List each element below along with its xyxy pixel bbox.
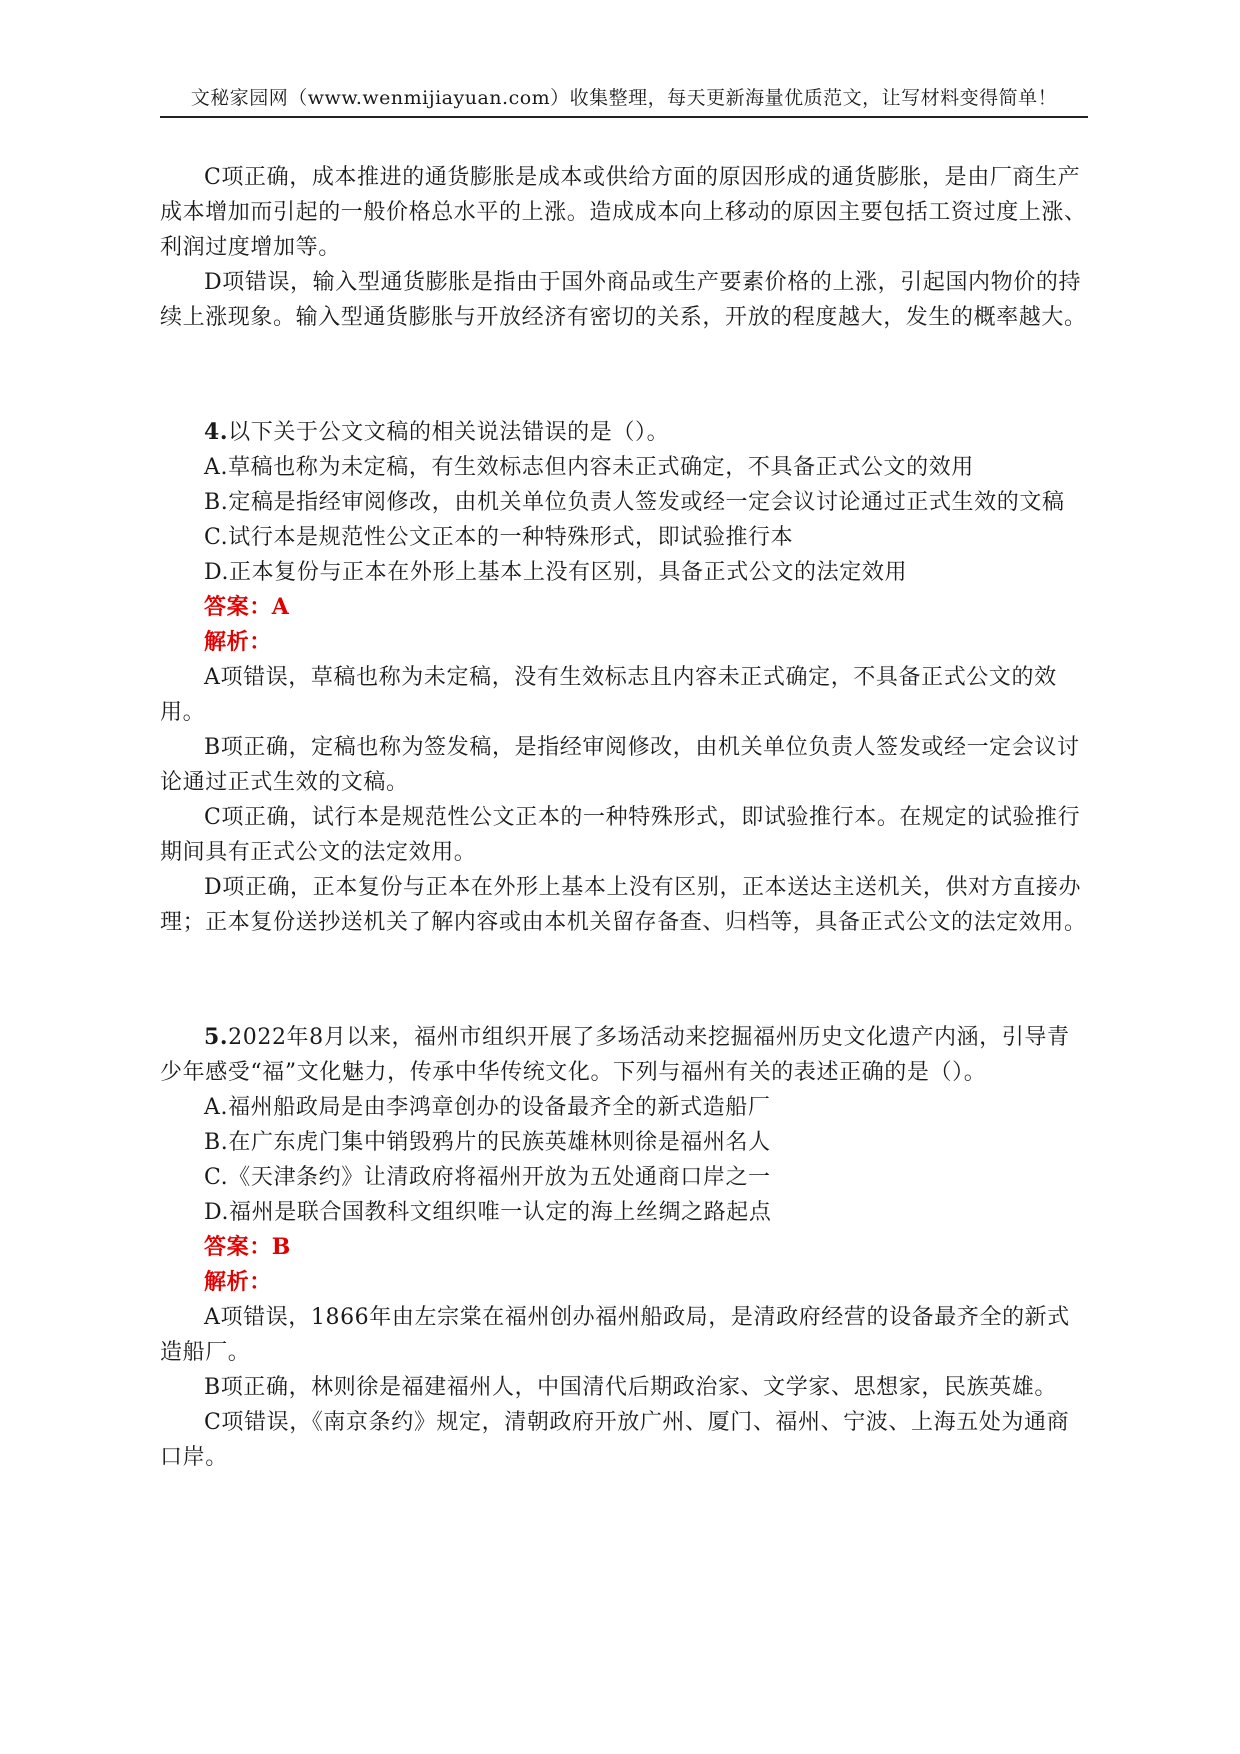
intro-d-paragraph: D项错误，输入型通货膨胀是指由于国外商品或生产要素价格的上涨，引起国内物价的持续上涨现象。输入型通货膨胀与开放经济有密切的关系，开放的程度越大，发生的概率越大。 — [160, 270, 1087, 330]
option-a: A.草稿也称为未定稿，有生效标志但内容未正式确定，不具备正式公文的效用 — [204, 455, 974, 480]
document-body — [160, 160, 1088, 1475]
option-b: B.在广东虎门集中销毁鸦片的民族英雄林则徐是福州名人 — [204, 1130, 771, 1155]
analysis-b: B项正确，林则徐是福建福州人，中国清代后期政治家、文学家、思想家，民族英雄。 — [204, 1375, 1057, 1400]
section-gap — [160, 940, 1088, 1020]
question-text: 以下关于公文文稿的相关说法错误的是（）。 — [228, 420, 670, 445]
analysis-label: 解析： — [204, 629, 272, 655]
question-number: 5. — [204, 1024, 229, 1050]
analysis-c: C项正确，试行本是规范性公文正本的一种特殊形式，即试验推行本。在规定的试验推行期间具有正式公文的法定效用。 — [160, 805, 1081, 865]
option-c: C.试行本是规范性公文正本的一种特殊形式，即试验推行本 — [204, 525, 794, 550]
option-b: B.定稿是指经审阅修改，由机关单位负责人签发或经一定会议讨论通过正式生效的文稿 — [204, 490, 1065, 515]
page-header — [160, 86, 1088, 118]
question-stem — [160, 1020, 1088, 1090]
header-text: 文秘家园网（www.wenmijiayuan.com）收集整理，每天更新海量优质范文，让写材料变得简单！ — [190, 87, 1058, 109]
question-5 — [160, 1020, 1088, 1475]
intro-c-paragraph: C项正确，成本推进的通货膨胀是成本或供给方面的原因形成的通货膨胀，是由厂商生产成本增加而引起的一般价格总水平的上涨。造成成本向上移动的原因主要包括工资过度上涨、利润过度增加等。 — [160, 165, 1087, 260]
option-a: A.福州船政局是由李鸿章创办的设备最齐全的新式造船厂 — [204, 1095, 771, 1120]
section-gap — [160, 335, 1088, 415]
analysis-a: A项错误，草稿也称为未定稿，没有生效标志且内容未正式确定，不具备正式公文的效用。 — [160, 665, 1057, 725]
question-number: 4. — [204, 419, 229, 445]
option-d: D.正本复份与正本在外形上基本上没有区别，具备正式公文的法定效用 — [204, 560, 908, 585]
analysis-d: D项正确，正本复份与正本在外形上基本上没有区别，正本送达主送机关，供对方直接办理；正本复份送抄送机关了解内容或由本机关留存备查、归档等，具备正式公文的法定效用。 — [160, 875, 1087, 935]
question-4 — [160, 415, 1088, 940]
analysis-b: B项正确，定稿也称为签发稿，是指经审阅修改，由机关单位负责人签发或经一定会议讨论通过正式生效的文稿。 — [160, 735, 1080, 795]
analysis-a: A项错误，1866年由左宗棠在福州创办福州船政局，是清政府经营的设备最齐全的新式造船厂。 — [160, 1305, 1070, 1365]
analysis-label: 解析： — [204, 1269, 272, 1295]
answer-label: 答案：A — [204, 594, 290, 620]
question-text: 2022年8月以来，福州市组织开展了多场活动来挖掘福州历史文化遗产内涵，引导青少年感受“福”文化魅力，传承中华传统文化。下列与福州有关的表述正确的是（）。 — [160, 1025, 1070, 1085]
option-c: C.《天津条约》让清政府将福州开放为五处通商口岸之一 — [204, 1165, 771, 1190]
answer-label: 答案：B — [204, 1234, 291, 1260]
question-stem — [160, 415, 1088, 450]
analysis-c: C项错误，《南京条约》规定，清朝政府开放广州、厦门、福州、宁波、上海五处为通商口岸。 — [160, 1410, 1070, 1470]
option-d: D.福州是联合国教科文组织唯一认定的海上丝绸之路起点 — [204, 1200, 772, 1225]
